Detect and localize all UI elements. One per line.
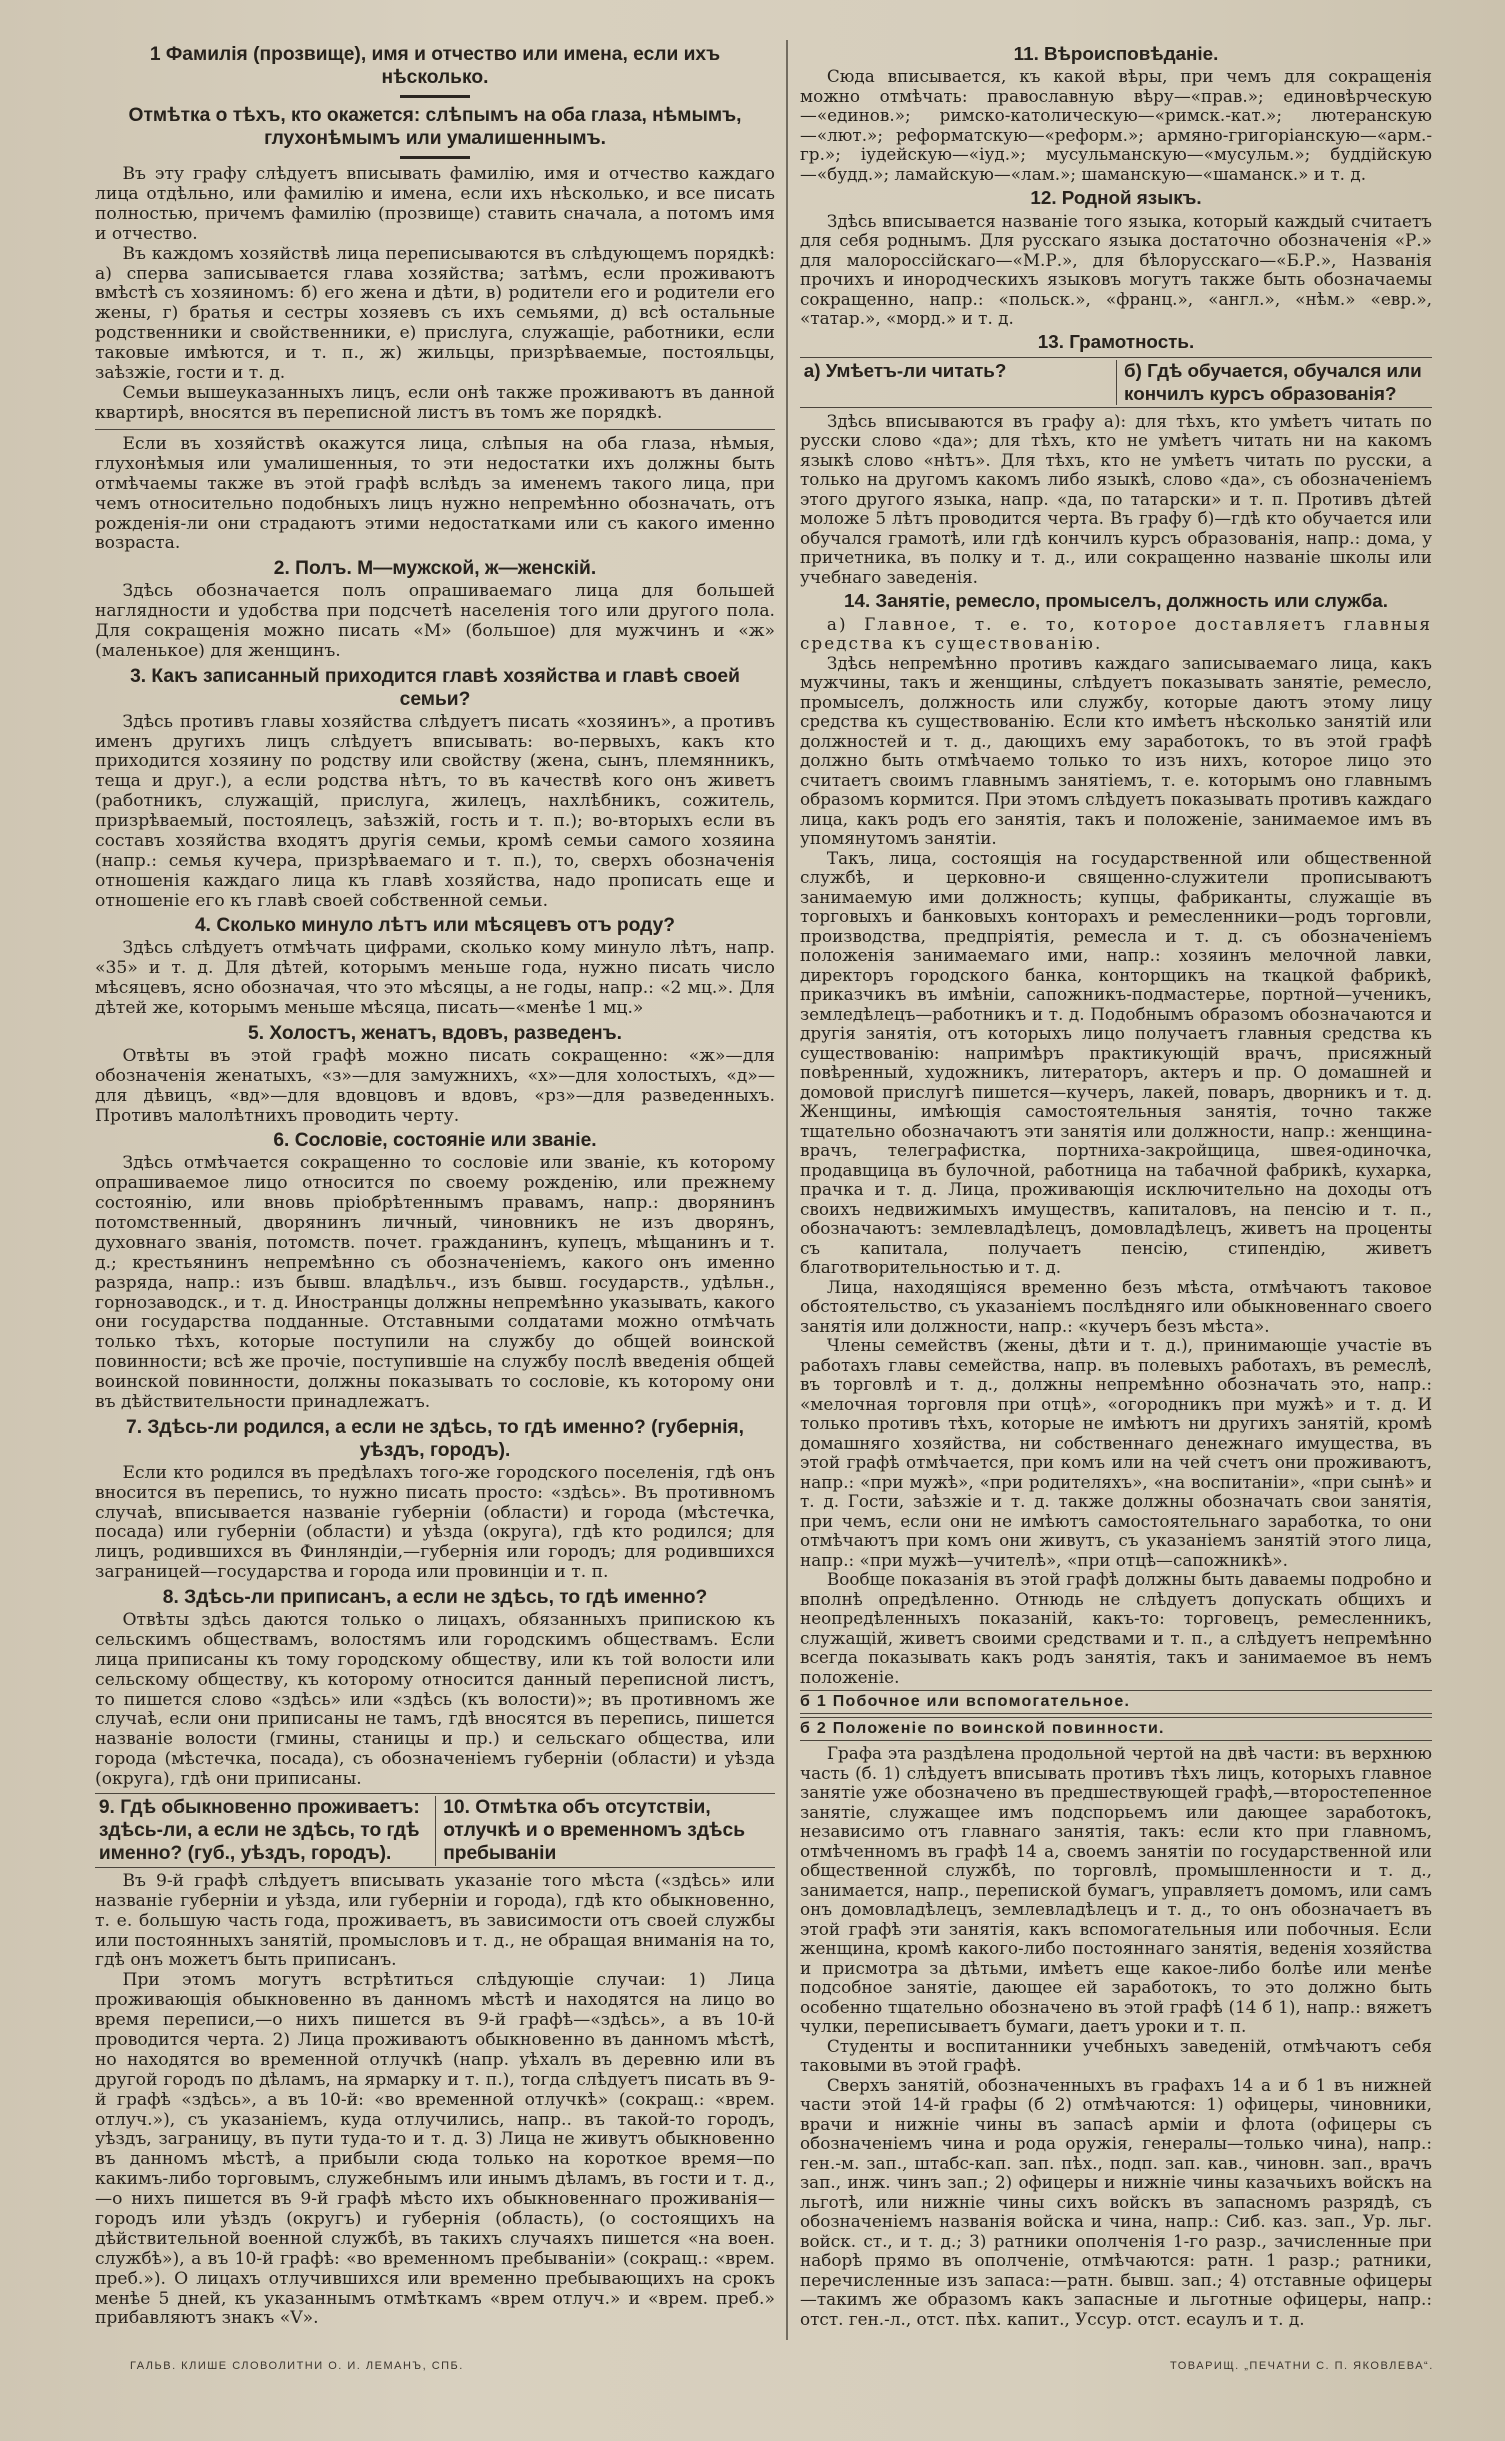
section-heading: 9. Гдѣ обыкновенно проживаетъ: здѣсь-ли, а если не здѣсь, то гдѣ именно? (губ., уѣздъ, городъ).: [98, 1797, 420, 1865]
paragraph: Отвѣты здѣсь даются только о лицахъ, обязанныхъ припискою къ сельскимъ обществамъ, волостямъ или городскимъ обществамъ. Если лица приписаны къ тому городскому обществу, или къ той волости или сельскому обществу, къ которому относится данный переписной листъ, то пишется слово «здѣсь» или «здѣсь (къ волости)»; въ противномъ же случаѣ, если они приписаны не тамъ, гдѣ вносятся въ перепись, пишется названіе волости (гмины, станицы и пр.) и сельскаго общества, или города (мѣстечка, посада), съ обозначеніемъ губерніи (области) и уѣзда (округа), гдѣ они приписаны.: [95, 1609, 775, 1790]
section-heading: 3. Какъ записанный приходится главѣ хозяйства и главѣ своей семьи?: [130, 665, 740, 710]
paragraph: Отвѣты въ этой графѣ можно писать сокращенно: «ж»—для обозначенія женатыхъ, «з»—для замужнихъ, «х»—для холостыхъ, «д»—для дѣвицъ, «вд»—для вдовцовъ и вдовъ, «рз»—для разведенныхъ. Противъ малолѣтнихъ проводить черту.: [95, 1045, 775, 1126]
divider-line: [95, 429, 775, 430]
paragraph: Здѣсь отмѣчается сокращенно то сословіе или званіе, къ которому опрашиваемое лицо относится по своему рожденію, или прежнему состоянію, или вновь пріобрѣтеннымъ правамъ, напр.: дворянинъ потомственный, дворянинъ личный, чиновникъ не изъ дворянъ, духовнаго званія, потомств. почет. гражданинъ, купецъ, мѣщанинъ и т. д.; крестьянинъ непремѣнно съ обозначеніемъ, какого онъ именно разряда, напр.: изъ бывш. владѣльч., изъ бывш. государств., удѣльн., горнозаводск., и т. д. Иностранцы должны непремѣнно указывать, какого они государства подданные. Отставными солдатами можно отмѣчать только тѣхъ, которые поступили на службу до общей воинской повинности; всѣ же прочіе, поступившіе на службу послѣ введенія общей воинской повинности, должны показывать то сословіе, къ которому они въ дѣйствительности принадлежатъ.: [95, 1153, 775, 1412]
subheading: а) Главное, т. е. то, которое доставляетъ главныя средства къ существованію.: [800, 613, 1432, 653]
subheading: б 1 Побочное или вспомогательное.: [800, 1690, 1432, 1714]
section-heading: а) Умѣетъ-ли читать?: [803, 360, 1007, 382]
section-heading: 14. Занятіе, ремесло, промыселъ, должность или служба.: [844, 590, 1388, 612]
footer-printer-left: ГАЛЬВ. КЛИШЕ СЛОВОЛИТНИ О. И. ЛЕМАНЪ, СПБ.: [130, 2360, 464, 2372]
section-heading: 8. Здѣсь-ли приписанъ, а если не здѣсь, то гдѣ именно?: [162, 1587, 708, 1608]
split-heading: [800, 357, 1432, 408]
paragraph: Въ каждомъ хозяйствѣ лица переписываются въ слѣдующемъ порядкѣ: а) сперва записывается глава хозяйства; затѣмъ, если проживаютъ вмѣстѣ съ хозяиномъ: б) его жена и дѣти, в) родители его и родители его жены, г) братья и сестры хозяевъ съ ихъ семьями, д) всѣ остальные родственники и свойственники, е) прислуга, служащіе, работники, если таковые имѣются, и т. п., ж) жильцы, призрѣваемые, постояльцы, заѣзжіе, гости и т. д.: [95, 243, 775, 384]
right-column: [800, 40, 1432, 2329]
paragraph: Сюда вписывается, къ какой вѣры, при чемъ для сокращенія можно отмѣчать: православную вѣру—«прав.»; единовѣрческую—«единов.»; римско-католическую—«римск.-кат.»; лютеранскую—«лют.»; реформатскую—«реформ.»; армяно-григоріанскую—«арм.-гр.»; іудейскую—«іуд.»; мусульманскую—«мусульм.»; буддійскую—«будд.»; ламайскую—«лам.»; шаманскую—«шаманск.» и т. д.: [800, 66, 1432, 184]
section-heading: 4. Сколько минуло лѣтъ или мѣсяцевъ отъ роду?: [194, 915, 676, 937]
section-heading: 12. Родной языкъ.: [1030, 187, 1202, 209]
paragraph: Въ эту графу слѣдуетъ вписывать фамилію, имя и отчество каждаго лица отдѣльно, или фамилію и имена, если ихъ нѣсколько, и все писать полностью, причемъ фамилію (прозвище) ставить сначала, а потомъ имя и отчество.: [95, 164, 775, 244]
paragraph: Здѣсь вписывается названіе того языка, который каждый считаетъ для себя роднымъ. Для русскаго языка достаточно обозначенія «Р.» для малороссійскаго—«М.Р.», для бѣлорусскаго—«Б.Р.», Названія прочихъ и инородческихъ языковъ могутъ также быть обозначаемы сокращенно, напр.: «польск.», «франц.», «англ.», «нѣм.» «евр.», «татар.», «морд.» и т. д.: [800, 210, 1432, 329]
section-heading: б) Гдѣ обучается, обучался или кончилъ курсъ образованія?: [1116, 360, 1429, 405]
short-rule: [400, 156, 470, 159]
section-heading: 11. Вѣроисповѣданіе.: [1013, 42, 1219, 64]
paragraph: Графа эта раздѣлена продольной чертой на двѣ части: въ верхнюю часть (б. 1) слѣдуетъ вписывать противъ тѣхъ лицъ, которыхъ главное занятіе уже обозначено въ предшествующей графѣ,—второстепенное занятіе, служащее имъ подспорьемъ или дающее заработокъ, независимо отъ главнаго занятія, такъ: если кто при главномъ, отмѣченномъ въ графѣ 14 а, своемъ занятіи по государственной или общественной службѣ, по торговлѣ, промышленности и т. д., занимается, напр., перепиской бумагъ, управляетъ домомъ, или самъ онъ домовладѣлецъ, землевладѣлецъ и т. д., то онъ обозначаетъ въ этой графѣ эти занятія, какъ вспомогательныя или побочныя. Если женщина, кромѣ какого-либо постояннаго занятія, веденія хозяйства и присмотра за дѣтьми, имѣетъ еще какое-либо болѣе или менѣе подсобное занятіе, дающее ей заработокъ, то это должно быть особенно тщательно обозначено въ этой графѣ (14 б 1), напр.: вяжетъ чулки, переписываетъ бумаги, даетъ уроки и т. п.: [800, 1743, 1432, 2036]
paragraph: Лица, находящіяся временно безъ мѣста, отмѣчаютъ таковое обстоятельство, съ указаніемъ послѣдняго или обыкновеннаго своего занятія или должности, напр.: «кучеръ безъ мѣста».: [800, 1276, 1432, 1336]
column-divider: [786, 40, 788, 2340]
left-column: [95, 40, 775, 2329]
paragraph: Студенты и воспитанники учебныхъ заведеній, отмѣчаютъ себя таковыми въ этой графѣ.: [800, 2035, 1432, 2075]
paragraph: Семьи вышеуказанныхъ лицъ, если онѣ также проживаютъ въ данной квартирѣ, вносятся въ переписной листъ въ томъ же порядкѣ.: [95, 382, 775, 423]
paragraph: Вообще показанія въ этой графѣ должны быть даваемы подробно и вполнѣ опредѣленно. Отнюдь не слѣдуетъ допускать общихъ и неопредѣленныхъ показаній, какъ-то: торговецъ, ремесленникъ, служащій, живетъ своими средствами и т. п., а слѣдуетъ непремѣнно всегда показывать какъ родъ занятія, такъ и занимаемое въ немъ положеніе.: [800, 1569, 1432, 1687]
paragraph: Здѣсь непремѣнно противъ каждаго записываемаго лица, какъ мужчины, такъ и женщины, слѣдуетъ показывать занятіе, ремесло, промыселъ, должность или службу, которые даютъ этому лицу средства къ существованію. Если кто имѣетъ нѣсколько занятій или должностей и т. д., дающихъ ему заработокъ, то въ этой графѣ должно быть отмѣчаемо только то изъ нихъ, которое лицо это считаетъ своимъ главнымъ занятіемъ, т. е. которымъ оно главнымъ образомъ кормится. При этомъ слѣдуетъ показывать противъ каждаго лица, какъ родъ его занятія, такъ и положеніе, занимаемое имъ въ упомянутомъ занятіи.: [800, 652, 1432, 848]
section-heading: 1 Фамилія (прозвище), имя и отчество или имена, если ихъ нѣсколько.: [149, 43, 721, 88]
paragraph: Если кто родился въ предѣлахъ того-же городского поселенія, гдѣ онъ вносится въ перепись, то нужно писать просто: «здѣсь». Въ противномъ случаѣ, вписывается названіе губерніи (области) и города (мѣстечка, посада) или губерніи (области) и уѣзда (округа), гдѣ кто родился; для лицъ, родившихся въ Финляндіи,—губернія или городъ; для родившихся заграницей—государства и города или провинціи и т. п.: [95, 1462, 775, 1583]
paragraph: Здѣсь вписываются въ графу а): для тѣхъ, кто умѣетъ читать по русски слово «да»; для тѣхъ, кто не умѣетъ читать ни на какомъ языкѣ слово «нѣтъ». Для тѣхъ, кто не умѣетъ читать по русски, а только на другомъ какомъ либо языкѣ, слово «да», съ обозначеніемъ этого другого языка, напр. «да, по татарски» и т. п. Противъ дѣтей моложе 5 лѣтъ проводится черта. Въ графу б)—гдѣ кто обучается или обучался грамотѣ, или гдѣ кончилъ курсъ образованія, напр.: дома, у причетника, въ полку и т. д., или сокращенно названіе школы или учебнаго заведенія.: [800, 410, 1432, 587]
paragraph: Если въ хозяйствѣ окажутся лица, слѣпыя на оба глаза, нѣмыя, глухонѣмыя или умалишенныя, то эти недостатки ихъ должны быть отмѣчаемы также въ этой графѣ вслѣдъ за именемъ такого лица, при чемъ относительно подобныхъ лицъ нужно непремѣнно обозначать, отъ рожденія-ли они страдаютъ этими недостатками или съ какого именно возраста.: [95, 433, 775, 554]
paragraph: При этомъ могутъ встрѣтиться слѣдующіе случаи: 1) Лица проживающія обыкновенно въ данномъ мѣстѣ и находятся на лицо во время переписи,—о нихъ пишется въ 9-й графѣ—«здѣсь», а въ 10-й проводится черта. 2) Лица проживаютъ обыкновенно въ данномъ мѣстѣ, но находятся во временной отлучкѣ (напр. уѣхалъ въ деревню или въ другой городъ по дѣламъ, на ярмарку и т. п.), тогда слѣдуетъ писать въ 9-й графѣ «здѣсь», а въ 10-й: «во временной отлучкѣ» (сокращ.: «врем. отлуч.»), съ указаніемъ, куда отлучились, напр.. въ такой-то городъ, уѣздъ, заграницу, въ пути туда-то и т. д. 3) Лица не живутъ обыкновенно въ данномъ мѣстѣ, а прибыли сюда только на короткое время—по какимъ-либо торговымъ, служебнымъ или инымъ дѣламъ, въ гости и т. д.,—о нихъ пишется въ 9-й графѣ мѣсто ихъ обыкновеннаго проживанія—городъ или уѣздъ (округъ) и губернія (область), (о состоящихъ на дѣйствительной военной службѣ, въ такихъ случаяхъ пишется «на воен. службѣ»), а въ 10-й графѣ: «во временномъ пребываніи» (сокращ.: «врем. преб.»). О лицахъ отлучившихся или временно пребывающихъ на срокъ менѣе 5 дней, къ указаннымъ отмѣткамъ «врем отлуч.» и «врем. преб.» прибавляютъ знакъ «V».: [95, 1970, 775, 2329]
footer-printer-right: ТОВАРИЩ. „ПЕЧАТНИ С. П. ЯКОВЛЕВА“.: [1170, 2360, 1434, 2372]
section-heading: 7. Здѣсь-ли родился, а если не здѣсь, то гдѣ именно? (губернія, уѣздъ, городъ).: [126, 1416, 744, 1461]
paragraph: Сверхъ занятій, обозначенныхъ въ графахъ 14 а и б 1 въ нижней части этой 14-й графы (б 2) отмѣчаются: 1) офицеры, чиновники, врачи и нижніе чины въ запасѣ арміи и флота (офицеры съ обозначеніемъ чина и рода оружія, генералы—только чина), напр.: ген.-м. зап., штабс-кап. зап. пѣх., подп. зап. кав., чиновн. зап., врачъ зап., инж. чинъ зап.; 2) офицеры и нижніе чины казачьихъ войскъ на льготѣ, или нижніе чины сихъ войскъ въ запасномъ разрядѣ, съ обозначеніемъ названія войска и чина, напр.: Сиб. каз. зап., Ур. льг. войск. ст., и т. д.; 3) ратники ополченія 1-го разр., зачисленные при наборѣ прямо въ ополченіе, отмѣчаются: ратн. 1 разр.; ратники, перечисленные изъ запаса:—ратн. бывш. зап.; 4) отставные офицеры—такимъ же образомъ какъ запасные и льготные офицеры, напр.: отст. ген.-л., отст. пѣх. капит., Уссур. отст. есаулъ и т. д.: [800, 2074, 1432, 2329]
section-heading: 2. Полъ. М—мужской, ж—женскій.: [273, 558, 597, 580]
section-heading: 13. Грамотность.: [1037, 331, 1195, 353]
paragraph: Здѣсь слѣдуетъ отмѣчать цифрами, сколько кому минуло лѣтъ, напр. «35» и т. д. Для дѣтей, которымъ меньше года, нужно писать число мѣсяцевъ, ясно обозначая, что это мѣсяцы, а не годы, напр.: «2 мц.». Для дѣтей же, которымъ меньше мѣсяца, писать—«менѣе 1 мц.»: [95, 938, 775, 1019]
section-heading: 6. Сословіе, состояніе или званіе.: [273, 1130, 597, 1152]
subheading: б 2 Положеніе по воинской повинности.: [800, 1717, 1432, 1741]
split-heading: [95, 1793, 775, 1868]
short-rule: [400, 95, 470, 98]
section-heading: 10. Отмѣтка объ отсутствіи, отлучкѣ и о временномъ здѣсь пребываніи: [435, 1796, 772, 1865]
paragraph: Такъ, лица, состоящія на государственной или общественной службѣ, и церковно-и священно-служители прописываютъ занимаемую ими должность; купцы, фабриканты, служащіе въ торговыхъ и банковыхъ конторахъ и ремесленники—родъ торговли, производства, предпріятія, ремесла и т. д. съ обозначеніемъ положенія занимаемаго ими, напр.: хозяинъ мелочной лавки, директоръ городского банка, конторщикъ на ткацкой фабрикѣ, приказчикъ въ имѣніи, сапожникъ-подмастерье, портной—ученикъ, земледѣлецъ—работникъ и т. д. Подобнымъ образомъ обозначаются и другія занятія, отъ которыхъ лицо получаетъ главныя средства къ существованію: напримѣръ практикующій врачъ, присяжный повѣренный, художникъ, литераторъ, актеръ и пр. О домашней и домовой прислугѣ пишется—кучеръ, лакей, поваръ, дворникъ и т. д. Женщины, имѣющія самостоятельныя занятія, точно также тщательно обозначаютъ эти занятія или должности, напр.: женщина-врачъ, телеграфистка, портниха-закройщица, швея-одиночка, продавщица въ булочной, работница на табачной фабрикѣ, кухарка, прачка и т. д. Лица, проживающія исключительно на доходы отъ своихъ недвижимыхъ имуществъ, капиталовъ, на пенсію и т. п., обозначаютъ: землевладѣлецъ, домовладѣлецъ, живетъ на проценты съ капитала, получаетъ пенсію, стипендію, живетъ благотворительностью и т. д.: [800, 847, 1432, 1277]
paragraph: Члены семействъ (жены, дѣти и т. д.), принимающіе участіе въ работахъ главы семейства, напр. въ полевыхъ работахъ, въ ремеслѣ, въ торговлѣ и т. д., должны непремѣнно обозначать это, напр.: «мелочная торговля при отцѣ», «огородникъ при мужѣ» и т. д. И только противъ тѣхъ, которые не имѣютъ ни другихъ занятій, кромѣ домашняго хозяйства, ни собственнаго денежнаго имущества, въ этой графѣ отмѣчается, при комъ или на чей счетъ они проживаютъ, напр.: «при мужѣ», «при родителяхъ», «на воспитаніи», «при сынѣ» и т. д. Гости, заѣзжіе и т. д. также должны обозначать свои занятія, при чемъ, если они не имѣютъ самостоятельнаго заработка, то они отмѣчаютъ при комъ они живутъ, съ указаніемъ занятій этого лица, напр.: «при мужѣ—учителѣ», «при отцѣ—сапожникѣ».: [800, 1335, 1432, 1570]
paragraph: Здѣсь противъ главы хозяйства слѣдуетъ писать «хозяинъ», а противъ именъ другихъ лицъ слѣдуетъ вписывать: во-первыхъ, какъ кто приходится хозяину по родству или свойству (жена, сынъ, племянникъ, теща и друг.), а если родства нѣтъ, то въ качествѣ кого онъ живетъ (работникъ, служащій, прислуга, жилецъ, нахлѣбникъ, сожитель, призрѣваемый, постоялецъ, заѣзжій, гость и т. п.); во-вторыхъ если въ составъ хозяйства входятъ другія семьи, кромѣ семьи самого хозяина (напр.: семья кучера, призрѣваемаго и т. п.), то, сверхъ обозначенія отношенія каждаго лица къ главѣ хозяйства, надо прописать еще и отношеніе его къ главѣ своей собственной семьи.: [95, 711, 775, 911]
section-heading: 5. Холостъ, женатъ, вдовъ, разведенъ.: [248, 1022, 622, 1044]
paragraph: Здѣсь обозначается полъ опрашиваемаго лица для большей наглядности и удобства при подсчетѣ населенія того или другого пола. Для сокращенія можно писать «М» (большое) для мужчинъ и «ж» (маленькое) для женщинъ.: [95, 581, 775, 661]
section-heading: Отмѣтка о тѣхъ, кто окажется: слѣпымъ на оба глаза, нѣмымъ, глухонѣмымъ или умалишеннымъ.: [128, 105, 742, 150]
paragraph: Въ 9-й графѣ слѣдуетъ вписывать указаніе того мѣста («здѣсь» или названіе губерніи и уѣзда, или губерніи и города), гдѣ кто обыкновенно, т. е. большую часть года, проживаетъ, въ зависимости отъ своей службы или постоянныхъ занятій, промысловъ и т. д., не обращая вниманія на то, гдѣ онъ можетъ быть приписанъ.: [95, 1870, 775, 1971]
